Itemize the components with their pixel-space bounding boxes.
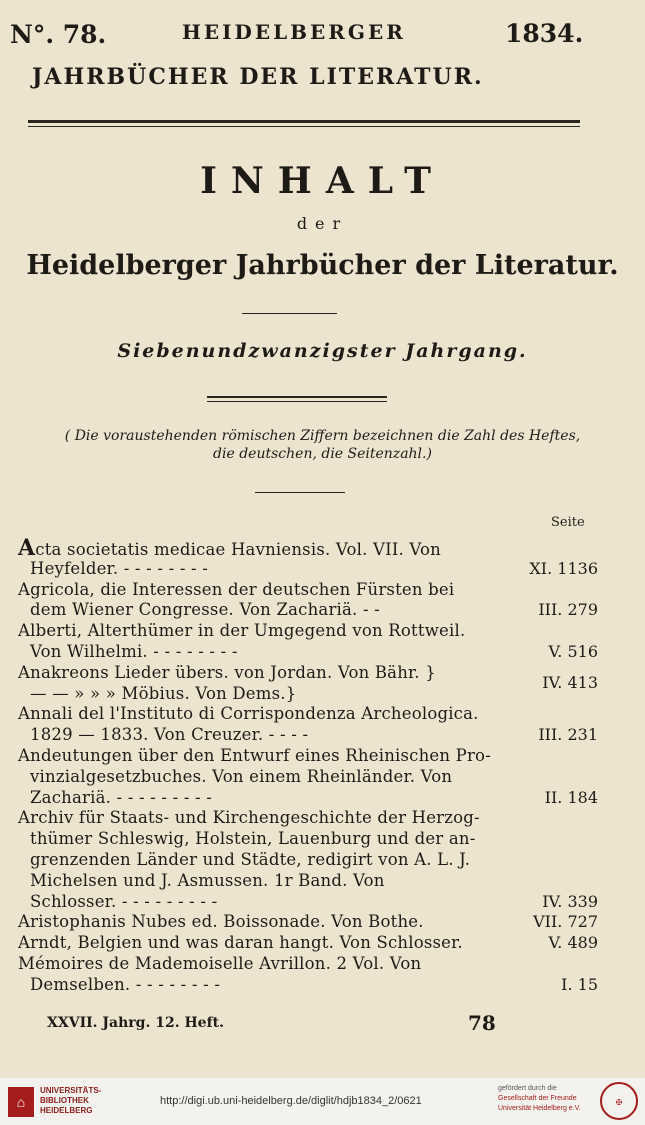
- entry-text: — — » » » Möbius. Von Dems.}: [30, 683, 297, 703]
- entry-line: [18, 829, 598, 850]
- entry-line: [18, 788, 598, 809]
- entry-text: vinzialgesetzbuches. Von einem Rheinländer. Von: [30, 766, 453, 786]
- permalink-url[interactable]: http://digi.ub.uni-heidelberg.de/diglit/hdjb1834_2/0621: [160, 1095, 422, 1107]
- double-rule-bottom: [28, 126, 580, 127]
- entry-text: Andeutungen über den Entwurf eines Rheinischen Pro-: [18, 745, 491, 765]
- university-seal-icon: ✠: [600, 1082, 638, 1120]
- entry-line: [18, 621, 598, 642]
- signature-mark: XXVII. Jahrg. 12. Heft.: [47, 1015, 224, 1031]
- entry-line: [18, 725, 598, 746]
- contents-title: Heidelberger Jahrbücher der Literatur.: [26, 250, 619, 281]
- entry-line: [18, 684, 598, 705]
- issue-number: N°. 78.: [10, 20, 107, 49]
- entry-text: Heyfelder. - - - - - - - -: [30, 558, 209, 578]
- entry-reference: XI. 1136: [529, 558, 598, 578]
- issue-year: 1834.: [505, 19, 584, 48]
- note-line-1: ( Die voraustehenden römischen Ziffern bezeichnen die Zahl des Heftes,: [64, 428, 581, 444]
- double-rule-2-bottom: [207, 401, 387, 402]
- entry-line: [18, 871, 598, 892]
- entry-text: Michelsen und J. Asmussen. 1r Band. Von: [30, 870, 385, 890]
- entry-reference: I. 15: [561, 974, 598, 994]
- contents-entry: [18, 704, 598, 746]
- entry-text: Aristophanis Nubes ed. Boissonade. Von Bothe.: [18, 912, 424, 932]
- contents-entry: [18, 621, 598, 663]
- contents-entry: [18, 912, 598, 933]
- double-rule-top: [28, 120, 580, 123]
- entry-text: Schlosser. - - - - - - - - -: [30, 891, 218, 911]
- entry-line: [18, 746, 598, 767]
- entry-line: [18, 767, 598, 788]
- entry-text: Agricola, die Interessen der deutschen Fürsten bei: [18, 579, 455, 599]
- entry-text: grenzenden Länder und Städte, redigirt von A. L. J.: [30, 849, 471, 869]
- entry-text: cta societatis medicae Havniensis. Vol. VII. Von: [35, 540, 441, 559]
- entry-text: Zachariä. - - - - - - - - -: [30, 787, 213, 807]
- contents-entry: [18, 933, 598, 954]
- contents-entry: [18, 663, 598, 705]
- entry-reference: II. 184: [544, 787, 598, 807]
- entry-line: [18, 580, 598, 601]
- entry-text: Von Wilhelmi. - - - - - - - -: [30, 641, 238, 661]
- entry-line: [18, 808, 598, 829]
- contents-heading: INHALT: [200, 160, 445, 202]
- sheet-number: 78: [468, 1011, 496, 1035]
- short-rule-2: [255, 492, 345, 493]
- entry-line: [18, 975, 598, 996]
- library-name: UNIVERSITÄTS- BIBLIOTHEK HEIDELBERG: [40, 1086, 102, 1115]
- page-column-label: Seite: [551, 515, 585, 530]
- entry-reference: V. 516: [548, 641, 598, 661]
- entry-reference: V. 489: [548, 933, 598, 953]
- funder-info: gefördert durch die Gesellschaft der Freunde Universität Heidelberg e.V.: [498, 1085, 581, 1112]
- entry-line: [18, 663, 598, 684]
- entry-reference: IV. 413: [542, 672, 598, 692]
- contents-entry: [18, 954, 598, 996]
- entry-text: 1829 — 1833. Von Creuzer. - - - -: [30, 725, 309, 745]
- contents-entry: [18, 808, 598, 912]
- journal-subtitle: JAHRBÜCHER DER LITERATUR.: [32, 64, 484, 90]
- contents-der: der: [296, 214, 349, 233]
- entry-text: Annali del l'Instituto di Corrispondenza Archeologica.: [18, 704, 479, 724]
- entry-line: [18, 912, 598, 933]
- contents-list: [18, 535, 598, 996]
- entry-text: Demselben. - - - - - - - -: [30, 974, 221, 994]
- journal-name: HEIDELBERGER: [182, 20, 406, 44]
- entry-reference: III. 279: [538, 600, 598, 620]
- contents-entry: [18, 746, 598, 808]
- contents-entry: [18, 535, 598, 580]
- note-line-2: die deutschen, die Seitenzahl.): [213, 446, 432, 462]
- entry-reference: VII. 727: [533, 912, 598, 932]
- edition-title: Siebenundzwanzigster Jahrgang.: [117, 340, 528, 362]
- entry-line: [18, 642, 598, 663]
- short-rule-1: [242, 313, 337, 314]
- entry-line: [18, 850, 598, 871]
- viewer-footer-bar: [0, 1078, 645, 1125]
- library-logo-icon: ⌂: [8, 1087, 34, 1117]
- entry-text: Alberti, Alterthümer in der Umgegend von Rottweil.: [18, 621, 466, 641]
- entry-text: Arndt, Belgien und was daran hangt. Von Schlosser.: [18, 933, 463, 953]
- entry-line: [18, 954, 598, 975]
- double-rule-2-top: [207, 396, 387, 398]
- entry-text: thümer Schleswig, Holstein, Lauenburg und der an-: [30, 829, 476, 849]
- entry-text: Archiv für Staats- und Kirchengeschichte der Herzog-: [18, 808, 480, 828]
- entry-text: Anakreons Lieder übers. von Jordan. Von Bähr. }: [18, 662, 436, 682]
- contents-entry: [18, 580, 598, 622]
- entry-line: [18, 535, 598, 561]
- entry-text: dem Wiener Congresse. Von Zachariä. - -: [30, 600, 380, 620]
- drop-initial: A: [18, 535, 36, 561]
- entry-reference: IV. 339: [542, 891, 598, 911]
- entry-line: [18, 933, 598, 954]
- entry-line: [18, 892, 598, 913]
- entry-reference: III. 231: [538, 725, 598, 745]
- entry-line: [18, 559, 598, 580]
- entry-text: Mémoires de Mademoiselle Avrillon. 2 Vol. Von: [18, 953, 422, 973]
- entry-line: [18, 704, 598, 725]
- entry-line: [18, 600, 598, 621]
